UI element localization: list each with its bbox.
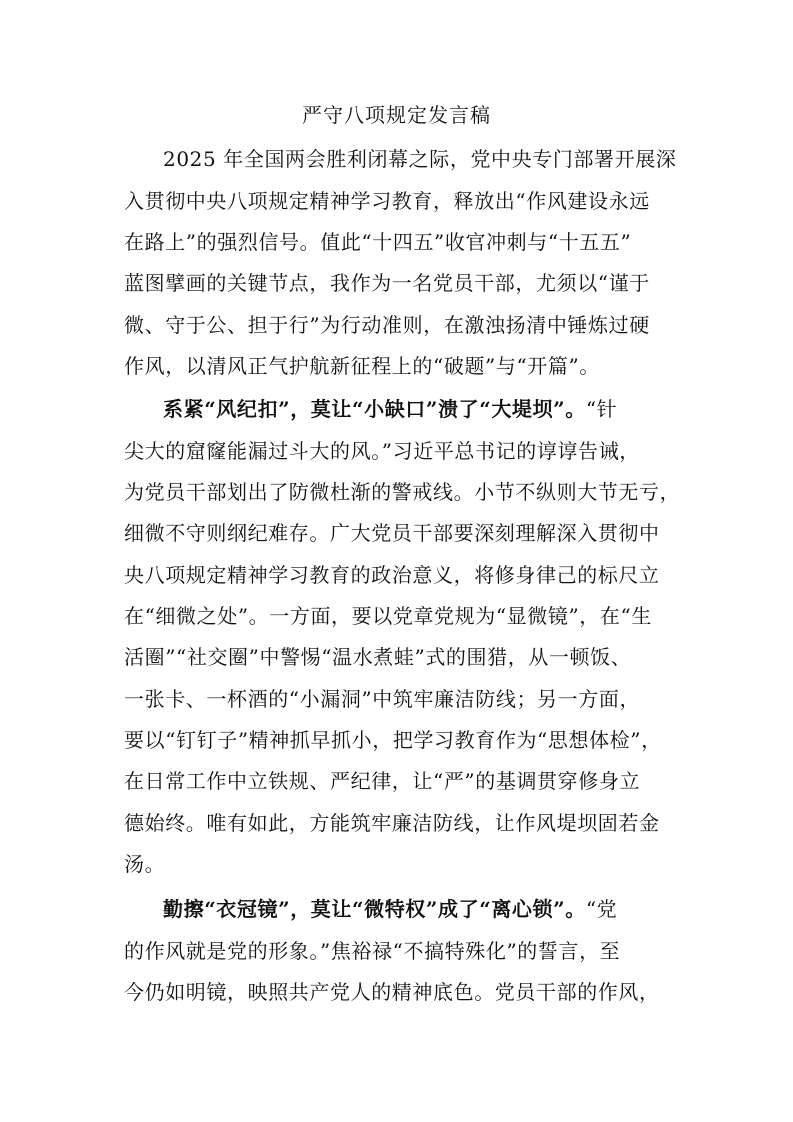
paragraph-2-line-12: 汤。	[124, 852, 166, 876]
paragraph-2-line-3: 为党员干部划出了防微杜渐的警戒线。小节不纵则大节无亏，	[124, 480, 681, 504]
paragraph-2-line-2: 尖大的窟窿能漏过斗大的风。”习近平总书记的谆谆告诫，	[124, 439, 640, 463]
paragraph-3-line-2: 的作风就是党的形象。”焦裕禄“不搞特殊化”的誓言，至	[124, 939, 621, 963]
paragraph-2-line-8: 一张卡、一杯酒的“小漏洞”中筑牢廉洁防线；另一方面，	[124, 687, 641, 711]
paragraph-2-lead: “针	[585, 397, 618, 421]
paragraph-2-line-7: 活圈”“社交圈”中警惕“温水煮蛙”式的围猎，从一顿饭、	[124, 645, 632, 669]
paragraph-2-line-11: 德始终。唯有如此，方能筑牢廉洁防线，让作风堤坝固若金	[124, 811, 660, 835]
paragraph-2-line-10: 在日常工作中立铁规、严纪律，让“严”的基调贯穿修身立	[124, 769, 641, 793]
paragraph-2-line-5: 央八项规定精神学习教育的政治意义，将修身律己的标尺立	[124, 563, 660, 587]
paragraph-2-heading: 系紧“风纪扣”，莫让“小缺口”溃了“大堤坝”。	[163, 397, 586, 421]
paragraph-3-lead: “党	[585, 897, 618, 921]
paragraph-2-line-6: 在“细微之处”。一方面，要以党章党规为“显微镜”，在“生	[124, 604, 652, 628]
paragraph-3-heading: 勤擦“衣冠镜”，莫让“微特权”成了“离心锁”。	[163, 897, 586, 921]
paragraph-1-line-2: 入贯彻中央八项规定精神学习教育，释放出“作风建设永远	[124, 189, 650, 213]
document-title: 严守八项规定发言稿	[302, 103, 491, 127]
paragraph-1-line-3: 在路上”的强烈信号。值此“十四五”收官冲刺与“十五五”	[124, 230, 632, 254]
paragraph-2-line-4: 细微不守则纲纪难存。广大党员干部要深刻理解深入贯彻中	[124, 521, 660, 545]
paragraph-2-line-1	[163, 395, 684, 423]
paragraph-3-line-1	[163, 895, 684, 923]
paragraph-3-line-3: 今仍如明镜，映照共产党人的精神底色。党员干部的作风，	[124, 980, 660, 1004]
paragraph-1-line-6: 作风，以清风正气护航新征程上的“破题”与“开篇”。	[124, 354, 600, 378]
paragraph-1-line-5: 微、守于公、担于行”为行动准则，在激浊扬清中锤炼过硬	[124, 313, 650, 337]
paragraph-1-line-4: 蓝图擘画的关键节点，我作为一名党员干部，尤须以“谨于	[124, 271, 650, 295]
paragraph-1-line-1: 2025 年全国两会胜利闭幕之际，党中央专门部署开展深	[163, 147, 677, 171]
paragraph-2-line-9: 要以“钉钉子”精神抓早抓小，把学习教育作为“思想体检”，	[124, 728, 662, 752]
